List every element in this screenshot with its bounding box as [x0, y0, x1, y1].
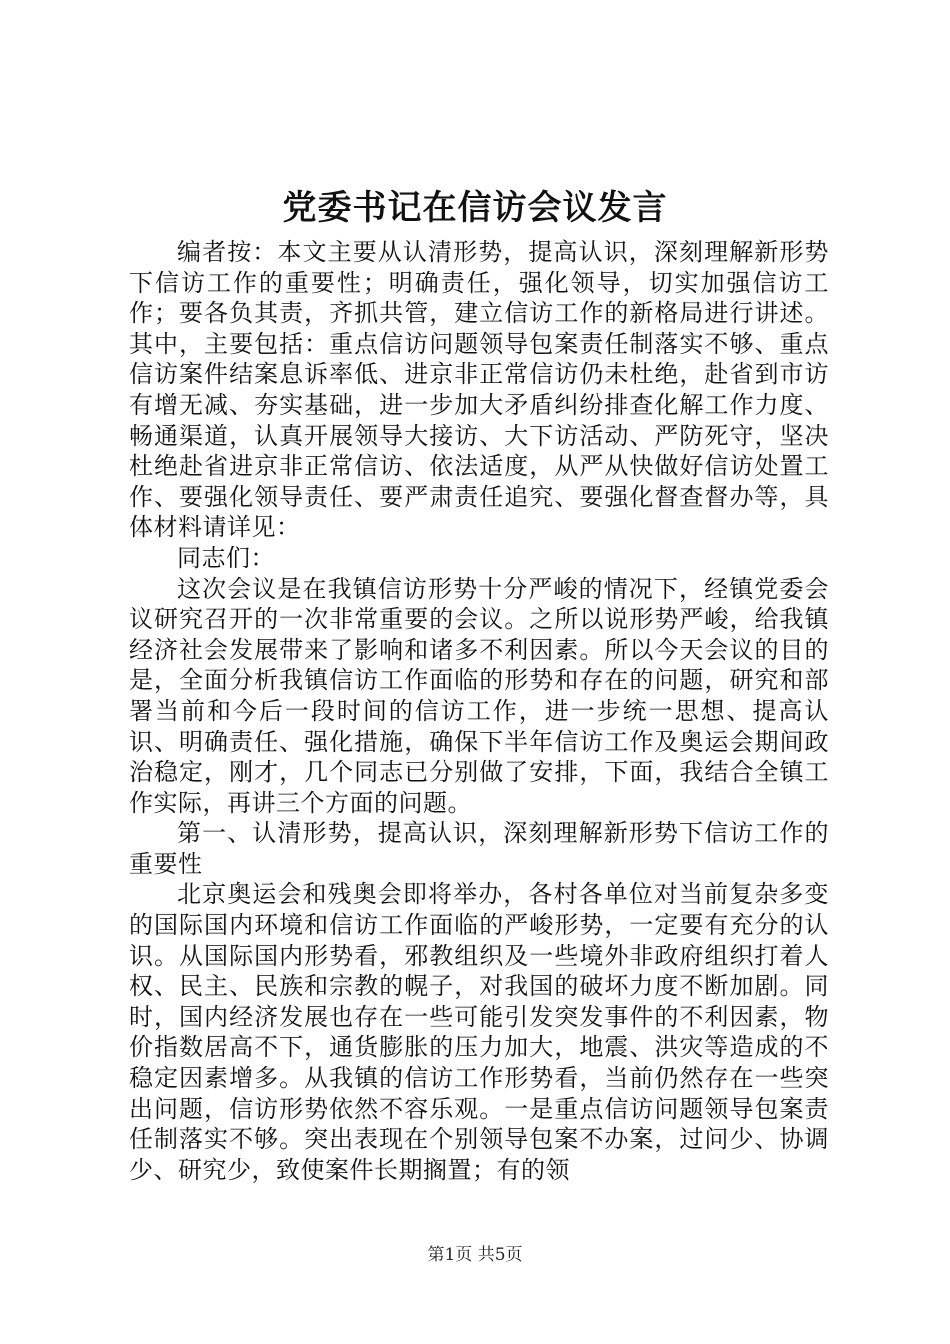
paragraph-editor-note: 编者按：本文主要从认清形势，提高认识，深刻理解新形势下信访工作的重要性；明确责任，强化领导，切实加强信访工作；要各负其责，齐抓共管，建立信访工作的新格局进行讲述。其中，主要包括：重点信访问题领导包案责任制落实不够、重点信访案件结案息诉率低、进京非正常信访仍未杜绝，赴省到市访有增无减、夯实基础，进一步加大矛盾纠纷排查化解工作力度、畅通渠道，认真开展领导大接访、大下访活动、严防死守，坚决杜绝赴省进京非正常信访、依法适度，从严从快做好信访处置工作、要强化领导责任、要严肃责任追究、要强化督查督办等，具体材料请详见：: [129, 238, 829, 542]
paragraph-intro: 这次会议是在我镇信访形势十分严峻的情况下，经镇党委会议研究召开的一次非常重要的会议。之所以说形势严峻，给我镇经济社会发展带来了影响和诸多不利因素。所以今天会议的目的是，全面分析我镇信访工作面临的形势和存在的问题，研究和部署当前和今后一段时间的信访工作，进一步统一思想、提高认识、明确责任、强化措施，确保下半年信访工作及奥运会期间政治稳定，刚才，几个同志已分别做了安排，下面，我结合全镇工作实际，再讲三个方面的问题。: [129, 574, 829, 817]
document-body: [129, 237, 829, 1185]
paragraph-salutation: 同志们：: [177, 543, 275, 572]
page-number-footer: 第1页 共5页: [427, 1245, 523, 1265]
document-title: 党委书记在信访会议发言: [282, 188, 668, 228]
section-heading-1: 第一、认清形势，提高认识，深刻理解新形势下信访工作的重要性: [129, 819, 829, 878]
paragraph-situation: 北京奥运会和残奥会即将举办，各村各单位对当前复杂多变的国际国内环境和信访工作面临的严峻形势，一定要有充分的认识。从国际国内形势看，邪教组织及一些境外非政府组织打着人权、民主、民族和宗教的幌子，对我国的破坏力度不断加剧。同时，国内经济发展也存在一些可能引发突发事件的不利因素，物价指数居高不下，通货膨胀的压力加大，地震、洪灾等造成的不稳定因素增多。从我镇的信访工作形势看，当前仍然存在一些突出问题，信访形势依然不容乐观。一是重点信访问题领导包案责任制落实不够。突出表现在个别领导包案不办案，过问少、协调少、研究少，致使案件长期搁置；有的领: [129, 880, 829, 1184]
